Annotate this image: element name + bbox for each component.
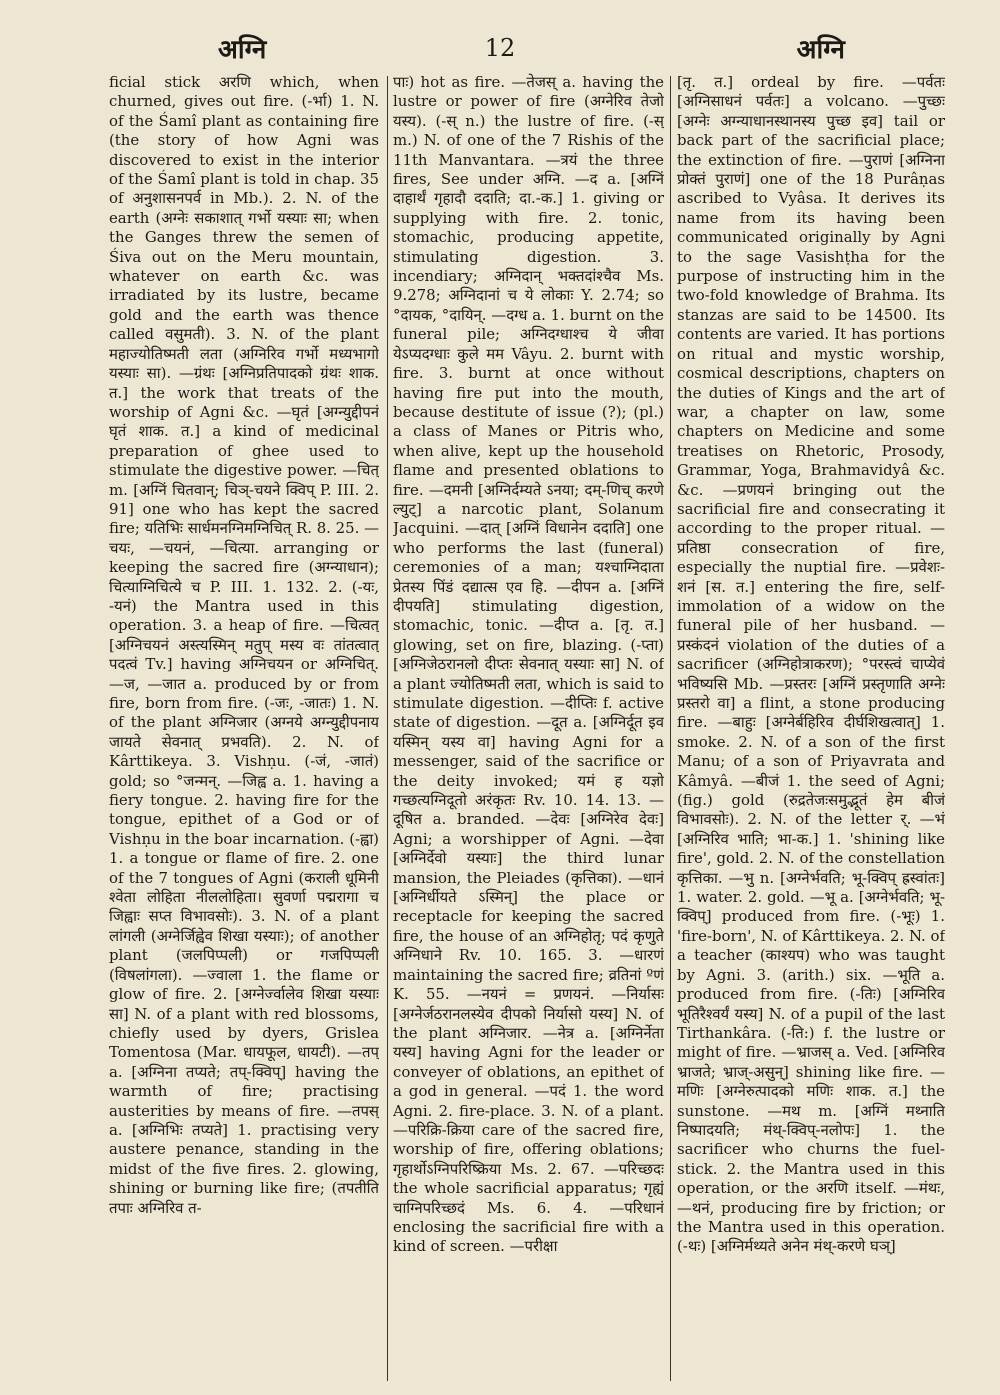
text-column-1	[109, 73, 379, 1383]
column-text: ficial stick अरणि which, when churned, gives out fire. (-र्भा) 1. N. of the Śamî plant as containing fire (the story of how Agni was discovered to exist in the interior of the Śamî plant is told in chap. 35 of अनुशासनपर्व in Mb.). 2. N. of the earth (अग्नेः सकाशात् गर्भो यस्याः सा; when the Ganges threw the semen of Śiva out on the Meru mountain, whatever on earth &c. was irradiated by its lustre, became gold and the earth was thence called वसुमती). 3. N. of the plant महाज्योतिष्मती लता (अग्निरिव गर्भो मध्यभागो यस्याः सा). —ग्रंथः [अग्निप्रतिपादको ग्रंथः शाक. त.] the work that treats of the worship of Agni &c. —घृतं [अग्न्युद्दीपनं घृतं शाक. त.] a kind of medicinal preparation of ghee used to stimulate the digestive power. —चित् m. [अग्निं चितवान्; चिञ्-चयने क्विप् P. III. 2. 91] one who has kept the sacred fire; यतिभिः सार्धमनग्निमग्निचित् R. 8. 25. —चयः, —चयनं, —चित्या. arranging or keeping the sacred fire (अग्न्याधान); चित्याग्निचित्ये च P. III. 1. 132. 2. (-यः, -यनं) the Mantra used in this operation. 3. a heap of fire. —चित्वत् [अग्निचयनं अस्त्यस्मिन् मतुप् मस्य वः तांतत्वात् पदत्वं Tv.] having अग्निचयन or अग्निचित्. —ज, —जात a. produced by or from fire, born from fire. (-जः, -जातः) 1. N. of the plant अग्निजार (अग्नये अग्न्युद्दीपनाय जायते सेवनात् प्रभवति). 2. N. of Kârttikeya. 3. Vishṇu. (-जं, -जातं) gold; so °जन्मन्. —जिह्व a. 1. having a fiery tongue. 2. having fire for the tongue, epithet of a God or of Vishṇu in the boar incarnation. (-ह्वा) 1. a tongue or flame of fire. 2. one of the 7 tongues of Agni (कराली धूमिनी श्वेता लोहिता नीललोहिता। सुवर्णा पद्मरागा च जिह्वाः सप्त विभावसोः). 3. N. of a plant लांगली (अग्नेर्जिह्वेव शिखा यस्याः); of another plant (जलपिप्पली) or गजपिप्पली (विषलांगला). —ज्वाला 1. the flame or glow of fire. 2. [अग्नेर्ज्वालेव शिखा यस्याः सा] N. of a plant with red blossoms, chiefly used by dyers, Grislea Tomentosa (Mar. धायफूल, धायटी). —तप् a. [अग्निना तप्यते; तप्-क्विप्] having the warmth of fire; practising austerities by means of fire. —तपस् a. [अग्निभिः तप्यते] 1. practising very austere penance, standing in the midst of the five fires. 2. glowing, shining or burning like fire; (तपतीति तपाः अग्निरिव त-	[109, 73, 379, 1217]
column-divider	[387, 76, 388, 1381]
page-number: 12	[484, 34, 516, 62]
column-divider	[670, 76, 671, 1381]
column-text: पाः) hot as fire. —तेजस् a. having the lustre or power of fire (अग्नेरिव तेजो यस्य). (-स् n.) the lustre of fire. (-स् m.) N. of one of the 7 Rishis of the 11th Manvantara. —त्रयं the three fires, See under अग्नि. —द a. [अग्निं दाहार्थं गृहादौ ददाति; दा.-क.] 1. giving or supplying with fire. 2. tonic, stomachic, producing appetite, stimulating digestion. 3. incendiary; अग्निदान् भक्तदांश्चैव Ms. 9.278; अग्निदानां च ये लोकाः Y. 2.74; so °दायक, °दायिन्. —दग्ध a. 1. burnt on the funeral pile; अग्निदग्धाश्च ये जीवा येऽप्यदग्धाः कुले मम Vâyu. 2. burnt with fire. 3. burnt at once without having fire put into the mouth, because destitute of issue (?); (pl.) a class of Manes or Pitris who, when alive, kept up the household flame and presented oblations to fire. —दमनी [अग्निर्दम्यते ऽनया; दम्-णिच् करणे ल्युट्] a narcotic plant, Solanum Jacquini. —दात् [अग्निं विधानेन ददाति] one who performs the last (funeral) ceremonies of a man; यश्चाग्निदाता प्रेतस्य पिंडं दद्यात्स एव हि. —दीपन a. [अग्निं दीपयति] stimulating digestion, stomachic, tonic. —दीप्त a. [तृ. त.] glowing, set on fire, blazing. (-प्ता) [अग्निजेठरानलो दीप्तः सेवनात् यस्याः सा] N. of a plant ज्योतिष्मती लता, which is said to stimulate digestion. —दीप्तिः f. active state of digestion. —दूत a. [अग्निर्दूत इव यस्मिन् यस्य वा] having Agni for a messenger, said of the sacrifice or the deity invoked; यमं ह यज्ञो गच्छत्यग्निदूतो अरंकृतः Rv. 10. 14. 13. —दूषित a. branded. —देवः [अग्निरेव देवः] Agni; a worshipper of Agni. —देवा [अग्निर्देवो यस्याः] the third lunar mansion, the Pleiades (कृत्तिका). —धानं [अग्निर्धीयते ऽस्मिन्] the place or receptacle for keeping the sacred fire, the house of an अग्निहोतृ; पदं कृणुते अग्निधाने Rv. 10. 165. 3. —धारणं maintaining the sacred fire; व्रतिनां ºणं K. 55. —नयनं = प्रणयनं. —निर्यासः [अग्नेर्जठरानलस्येव दीपको निर्यासो यस्य] N. of the plant अग्निजार. —नेत्र a. [अग्निर्नेता यस्य] having Agni for the leader or conveyer of oblations, an epithet of a god in general. —पदं 1. the word Agni. 2. fire-place. 3. N. of a plant. —परिक्रि-क्रिया care of the sacred fire, worship of fire, offering oblations; गृहार्थोऽग्निपरिष्क्रिया Ms. 2. 67. —परिच्छदः the whole sacrificial apparatus; गृह्यं चाग्निपरिच्छदं Ms. 6. 4. —परिधानं enclosing the sacrificial fire with a kind of screen. —परीक्षा	[393, 73, 664, 1256]
right-headword: अग्नि	[796, 35, 845, 65]
column-text: [तृ. त.] ordeal by fire. —पर्वतः [अग्निसाधनं पर्वतः] a volcano. —पुच्छः [अग्नेः अग्न्याधानस्थानस्य पुच्छ इव] tail or back part of the sacrificial place; the extinction of fire. —पुराणं [अग्निना प्रोक्तं पुराणं] one of the 18 Purâṇas ascribed to Vyâsa. It derives its name from its having been communicated originally by Agni to the sage Vasishṭha for the purpose of instructing him in the two-fold knowledge of Brahma. Its stanzas are said to be 14500. Its contents are varied. It has portions on ritual and mystic worship, cosmical descriptions, chapters on the duties of Kings and the art of war, a chapter on law, some chapters on Medicine and some treatises on Rhetoric, Prosody, Grammar, Yoga, Brahmavidyâ &c. &c. —प्रणयनं bringing out the sacrificial fire and consecrating it according to the proper ritual. —प्रतिष्ठा consecration of fire, especially the nuptial fire. —प्रवेशः-शनं [स. त.] entering the fire, self-immolation of a widow on the funeral pile of her husband. —प्रस्कंदनं violation of the duties of a sacrificer (अग्निहोत्राकरण); °परस्त्वं चाप्येवं भविष्यसि Mb. —प्रस्तरः [अग्निं प्रस्तृणाति अग्नेः प्रस्तरो वा] a flint, a stone producing fire. —बाहुः [अग्नेर्बहिरिव दीर्घशिखत्वात्] 1. smoke. 2. N. of a son of the first Manu; of a son of Priyavrata and Kâmyâ. —बीजं 1. the seed of Agni; (fig.) gold (रुद्रतेजःसमुद्भूतं हेम बीजं विभावसोः). 2. N. of the letter र्. —भं [अग्निरिव भाति; भा-क.] 1. 'shining like fire', gold. 2. N. of the constellation कृत्तिका. —भु n. [अग्नेर्भवति; भू-क्विप् ह्रस्वांतः] 1. water. 2. gold. —भू a. [अग्नेर्भवति; भू-क्विप्] produced from fire. (-भूः) 1. 'fire-born', N. of Kârttikeya. 2. N. of a teacher (काश्यप) who was taught by Agni. 3. (arith.) six. —भूति a. produced from fire. (-तिः) [अग्निरिव भूतिरैश्वर्यं यस्य] N. of a pupil of the last Tirthankâra. (-ति:) f. the lustre or might of fire. —भ्राजस् a. Ved. [अग्निरिव भ्राजते; भ्राज्-असुन्] shining like fire. —मणिः [अग्नेरुत्पादको मणिः शाक. त.] the sunstone. —मथ m. [अग्निं मथ्नाति निष्पादयति; मंथ्-क्विप्-नलोपः] 1. the sacrificer who churns the fuel-stick. 2. the Mantra used in this operation, or the अरणि itself. —मंथः, —थनं, producing fire by friction; or the Mantra used in this operation. (-थः) [अग्निर्मथ्यते अनेन मंथ्-करणे घञ्]	[677, 73, 945, 1256]
text-column-2	[393, 73, 664, 1383]
text-column-3	[677, 73, 945, 1383]
left-headword: अग्नि	[218, 35, 267, 65]
